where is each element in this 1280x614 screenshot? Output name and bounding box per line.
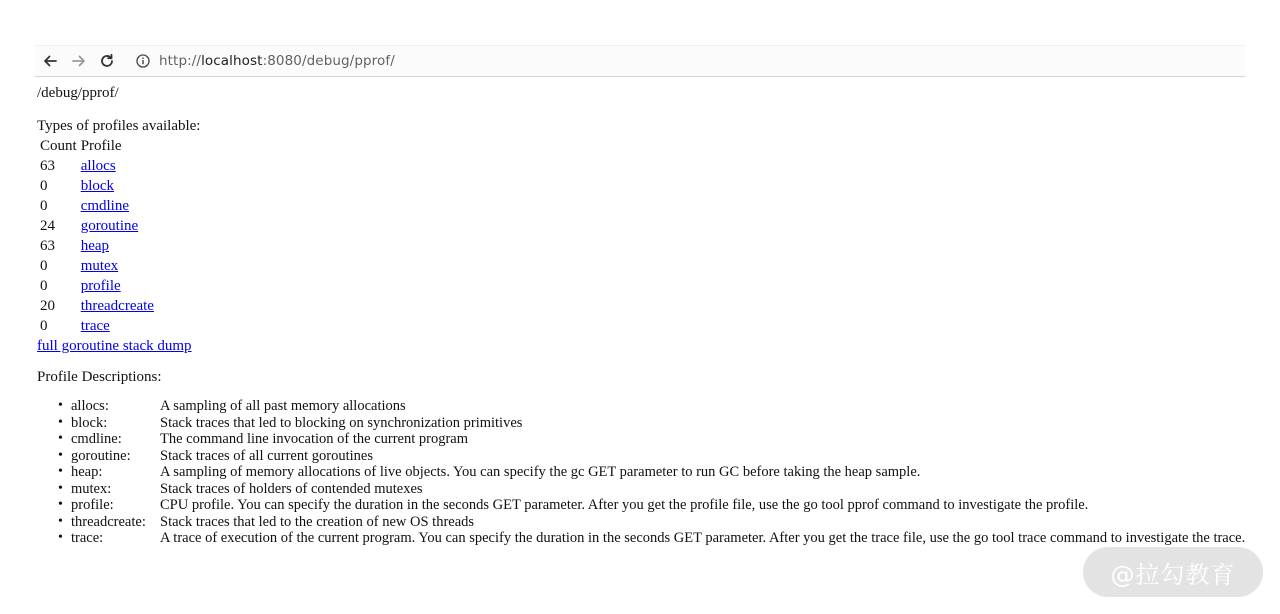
- description-name: mutex:: [71, 480, 112, 497]
- list-item: [71, 464, 1245, 481]
- profile-link-heap[interactable]: heap: [80, 238, 110, 254]
- list-item: [71, 481, 1245, 498]
- profiles-table: [38, 136, 156, 336]
- url-text[interactable]: [159, 53, 395, 69]
- profile-count: 0: [40, 258, 48, 274]
- full-goroutine-dump-link[interactable]: full goroutine stack dump: [37, 338, 192, 354]
- url-scheme: http://: [159, 53, 202, 69]
- description-name: block:: [71, 414, 108, 431]
- count-header: Count: [40, 138, 77, 154]
- profile-link-block[interactable]: block: [80, 178, 115, 194]
- types-heading: Types of profiles available:: [37, 118, 201, 134]
- info-icon[interactable]: [135, 53, 151, 69]
- profile-count: 20: [40, 298, 55, 314]
- profile-link-threadcreate[interactable]: threadcreate: [80, 298, 154, 314]
- description-name: threadcreate:: [71, 513, 146, 530]
- list-item: [71, 448, 1245, 465]
- list-item: [71, 514, 1245, 531]
- browser-toolbar: [35, 45, 1245, 77]
- description-text: Stack traces that led to blocking on synchronization primitives: [160, 414, 523, 431]
- description-text: CPU profile. You can specify the duration in the seconds GET parameter. After you get the profile file, use the go tool pprof command to investigate the profile.: [160, 497, 1089, 513]
- profile-link-goroutine[interactable]: goroutine: [80, 218, 139, 234]
- description-name: trace:: [71, 530, 104, 546]
- reload-icon: [99, 53, 115, 69]
- table-row: [38, 176, 156, 196]
- profile-link-trace[interactable]: trace: [80, 318, 110, 334]
- table-row: [38, 236, 156, 256]
- profile-count: 63: [40, 238, 55, 254]
- description-name: allocs:: [71, 398, 109, 414]
- profile-link-mutex[interactable]: mutex: [80, 258, 119, 274]
- watermark-logo: @拉勾教育: [1083, 547, 1263, 597]
- table-row: [38, 296, 156, 316]
- profile-count: 0: [40, 198, 48, 214]
- table-row: [38, 196, 156, 216]
- profile-count: 0: [40, 318, 48, 334]
- profile-link-profile[interactable]: profile: [80, 278, 121, 294]
- page-content: [37, 83, 1245, 547]
- description-text: The command line invocation of the current program: [160, 431, 469, 447]
- description-text: Stack traces of holders of contended mutexes: [160, 480, 423, 497]
- forward-button[interactable]: [68, 50, 90, 72]
- list-item: [71, 497, 1245, 514]
- table-row: [38, 256, 156, 276]
- url-host: localhost: [201, 53, 263, 69]
- description-text: Stack traces of all current goroutines: [160, 447, 373, 464]
- descriptions-heading: Profile Descriptions:: [37, 369, 162, 385]
- table-row: [38, 316, 156, 336]
- description-text: A trace of execution of the current program. You can specify the duration in the seconds GET parameter. After you get the trace file, use the go tool trace command to investigate the trace.: [160, 530, 1246, 546]
- profile-link-cmdline[interactable]: cmdline: [80, 198, 130, 214]
- list-item: [71, 530, 1245, 547]
- profile-count: 63: [40, 158, 55, 174]
- profile-link-allocs[interactable]: allocs: [80, 158, 116, 174]
- reload-button[interactable]: [96, 50, 118, 72]
- page-title: /debug/pprof/: [37, 85, 119, 101]
- description-text: A sampling of memory allocations of live objects. You can specify the gc GET parameter to run GC before taking the heap sample.: [160, 464, 921, 480]
- list-item: [71, 398, 1245, 415]
- table-row: [38, 276, 156, 296]
- profile-count: 0: [40, 178, 48, 194]
- table-header-row: [38, 136, 156, 156]
- table-row: [38, 216, 156, 236]
- description-text: Stack traces that led to the creation of new OS threads: [160, 513, 475, 530]
- description-name: heap:: [71, 464, 103, 480]
- description-name: profile:: [71, 497, 114, 513]
- back-button[interactable]: [39, 50, 61, 72]
- description-text: A sampling of all past memory allocations: [160, 398, 406, 414]
- descriptions-list: [37, 398, 1245, 547]
- profile-count: 0: [40, 278, 48, 294]
- table-row: [38, 156, 156, 176]
- address-bar[interactable]: [135, 50, 1235, 72]
- list-item: [71, 415, 1245, 432]
- description-name: goroutine:: [71, 447, 131, 464]
- list-item: [71, 431, 1245, 448]
- forward-arrow-icon: [71, 53, 87, 69]
- back-arrow-icon: [42, 53, 58, 69]
- profile-header: Profile: [80, 138, 122, 154]
- profile-count: 24: [40, 218, 55, 234]
- url-path: :8080/debug/pprof/: [262, 53, 395, 69]
- description-name: cmdline:: [71, 431, 122, 447]
